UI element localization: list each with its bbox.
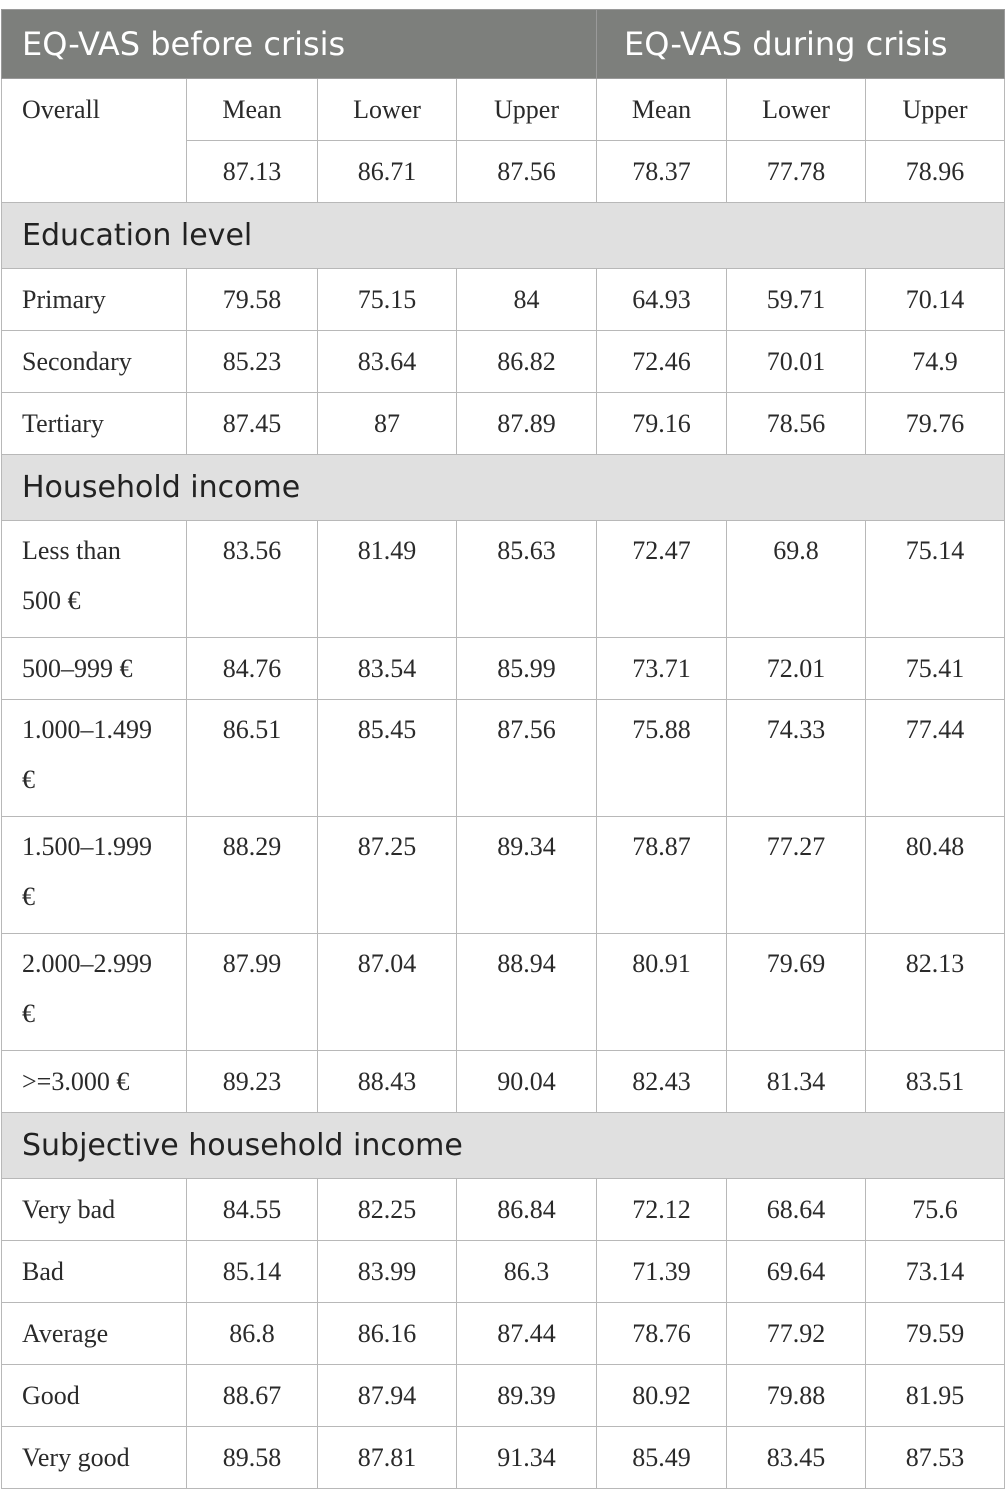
cell-lower-during: 68.64 [727, 1179, 866, 1241]
cell-upper-before: 87.56 [457, 700, 597, 817]
row-label [2, 1051, 187, 1113]
table-row [2, 521, 1005, 638]
table-row [2, 934, 1005, 1051]
section-title: Household income [2, 455, 1005, 521]
cell-upper-during: 87.53 [866, 1427, 1005, 1489]
cell-upper-during: 83.51 [866, 1051, 1005, 1113]
cell-lower-before: 83.64 [318, 331, 457, 393]
cell-mean-during: 75.88 [597, 700, 727, 817]
cell-mean-during: 80.91 [597, 934, 727, 1051]
overall-lower-during: 77.78 [727, 141, 866, 203]
overall-mean-during: 78.37 [597, 141, 727, 203]
table-row [2, 700, 1005, 817]
overall-label: Overall [2, 79, 187, 203]
row-label [2, 1241, 187, 1303]
cell-mean-before: 84.55 [187, 1179, 318, 1241]
header-during-crisis: EQ-VAS during crisis [597, 10, 1005, 79]
row-label [2, 521, 187, 638]
row-label [2, 1179, 187, 1241]
header-before-crisis: EQ-VAS before crisis [2, 10, 597, 79]
table-row [2, 1241, 1005, 1303]
table-row [2, 1427, 1005, 1489]
table-row [2, 1051, 1005, 1113]
row-label-line: Secondary [22, 347, 132, 376]
cell-mean-during: 85.49 [597, 1427, 727, 1489]
table-row [2, 269, 1005, 331]
cell-lower-before: 75.15 [318, 269, 457, 331]
cell-lower-during: 74.33 [727, 700, 866, 817]
cell-lower-during: 83.45 [727, 1427, 866, 1489]
cell-mean-during: 78.87 [597, 817, 727, 934]
cell-lower-before: 81.49 [318, 521, 457, 638]
row-label-line: € [22, 765, 35, 794]
cell-lower-during: 59.71 [727, 269, 866, 331]
row-label-line: € [22, 882, 35, 911]
cell-lower-during: 77.92 [727, 1303, 866, 1365]
cell-mean-before: 87.45 [187, 393, 318, 455]
row-label [2, 700, 187, 817]
cell-mean-during: 79.16 [597, 393, 727, 455]
col-upper-before: Upper [457, 79, 597, 141]
cell-mean-before: 79.58 [187, 269, 318, 331]
cell-lower-before: 86.16 [318, 1303, 457, 1365]
cell-lower-during: 72.01 [727, 638, 866, 700]
table-row [2, 817, 1005, 934]
col-lower-during: Lower [727, 79, 866, 141]
col-mean-before: Mean [187, 79, 318, 141]
row-label-line: 500 € [22, 586, 81, 615]
cell-mean-before: 89.23 [187, 1051, 318, 1113]
cell-upper-before: 86.3 [457, 1241, 597, 1303]
row-label-line: 1.000–1.499 [22, 715, 152, 744]
cell-lower-during: 79.88 [727, 1365, 866, 1427]
cell-upper-before: 90.04 [457, 1051, 597, 1113]
cell-upper-during: 79.59 [866, 1303, 1005, 1365]
row-label [2, 934, 187, 1051]
cell-lower-during: 69.64 [727, 1241, 866, 1303]
row-label-line: Very bad [22, 1195, 116, 1224]
row-label [2, 1303, 187, 1365]
section-header-row [2, 455, 1005, 521]
row-label-line: Less than [22, 536, 121, 565]
cell-mean-during: 72.47 [597, 521, 727, 638]
cell-upper-during: 73.14 [866, 1241, 1005, 1303]
cell-mean-during: 73.71 [597, 638, 727, 700]
cell-lower-during: 70.01 [727, 331, 866, 393]
row-label-line: Average [22, 1319, 109, 1348]
cell-lower-before: 85.45 [318, 700, 457, 817]
section-header-row [2, 203, 1005, 269]
cell-lower-before: 87.94 [318, 1365, 457, 1427]
cell-mean-before: 87.99 [187, 934, 318, 1051]
cell-mean-during: 72.46 [597, 331, 727, 393]
eq-vas-table [1, 9, 1005, 1489]
cell-lower-before: 83.99 [318, 1241, 457, 1303]
table-row [2, 1365, 1005, 1427]
row-label-line: Primary [22, 285, 106, 314]
cell-upper-before: 87.44 [457, 1303, 597, 1365]
row-label-line: 500–999 € [22, 654, 133, 683]
row-label-line: Tertiary [22, 409, 104, 438]
cell-upper-during: 77.44 [866, 700, 1005, 817]
cell-mean-during: 72.12 [597, 1179, 727, 1241]
overall-upper-before: 87.56 [457, 141, 597, 203]
cell-mean-before: 85.14 [187, 1241, 318, 1303]
row-label [2, 817, 187, 934]
table-row [2, 331, 1005, 393]
cell-upper-before: 86.84 [457, 1179, 597, 1241]
overall-mean-before: 87.13 [187, 141, 318, 203]
col-upper-during: Upper [866, 79, 1005, 141]
cell-lower-during: 79.69 [727, 934, 866, 1051]
row-label-line: Bad [22, 1257, 64, 1286]
row-label-line: Very good [22, 1443, 130, 1472]
cell-upper-before: 86.82 [457, 331, 597, 393]
col-lower-before: Lower [318, 79, 457, 141]
cell-mean-during: 80.92 [597, 1365, 727, 1427]
cell-lower-before: 87.04 [318, 934, 457, 1051]
cell-upper-during: 82.13 [866, 934, 1005, 1051]
row-label [2, 331, 187, 393]
cell-mean-before: 84.76 [187, 638, 318, 700]
cell-lower-before: 87 [318, 393, 457, 455]
cell-lower-before: 88.43 [318, 1051, 457, 1113]
cell-upper-during: 79.76 [866, 393, 1005, 455]
cell-lower-during: 81.34 [727, 1051, 866, 1113]
cell-mean-during: 71.39 [597, 1241, 727, 1303]
cell-lower-before: 82.25 [318, 1179, 457, 1241]
cell-upper-before: 84 [457, 269, 597, 331]
cell-mean-during: 78.76 [597, 1303, 727, 1365]
cell-upper-before: 88.94 [457, 934, 597, 1051]
table-row [2, 1303, 1005, 1365]
row-label [2, 269, 187, 331]
cell-upper-during: 75.41 [866, 638, 1005, 700]
col-mean-during: Mean [597, 79, 727, 141]
cell-mean-before: 88.29 [187, 817, 318, 934]
cell-lower-during: 69.8 [727, 521, 866, 638]
cell-lower-before: 83.54 [318, 638, 457, 700]
cell-mean-before: 86.51 [187, 700, 318, 817]
cell-lower-before: 87.81 [318, 1427, 457, 1489]
overall-lower-before: 86.71 [318, 141, 457, 203]
cell-mean-during: 82.43 [597, 1051, 727, 1113]
cell-upper-before: 85.99 [457, 638, 597, 700]
cell-mean-before: 88.67 [187, 1365, 318, 1427]
cell-lower-during: 78.56 [727, 393, 866, 455]
table-row [2, 638, 1005, 700]
cell-lower-during: 77.27 [727, 817, 866, 934]
cell-mean-before: 83.56 [187, 521, 318, 638]
overall-upper-during: 78.96 [866, 141, 1005, 203]
cell-lower-before: 87.25 [318, 817, 457, 934]
cell-upper-during: 80.48 [866, 817, 1005, 934]
row-label-line: 2.000–2.999 [22, 949, 152, 978]
cell-mean-before: 86.8 [187, 1303, 318, 1365]
table-row [2, 393, 1005, 455]
cell-upper-during: 75.6 [866, 1179, 1005, 1241]
cell-upper-during: 74.9 [866, 331, 1005, 393]
row-label-line: Good [22, 1381, 80, 1410]
cell-mean-before: 85.23 [187, 331, 318, 393]
row-label [2, 1365, 187, 1427]
cell-upper-before: 89.34 [457, 817, 597, 934]
section-title: Education level [2, 203, 1005, 269]
row-label [2, 638, 187, 700]
cell-upper-during: 70.14 [866, 269, 1005, 331]
row-label [2, 1427, 187, 1489]
table-row [2, 1179, 1005, 1241]
cell-upper-before: 91.34 [457, 1427, 597, 1489]
cell-mean-during: 64.93 [597, 269, 727, 331]
cell-mean-before: 89.58 [187, 1427, 318, 1489]
section-header-row [2, 1113, 1005, 1179]
overall-header-row [2, 79, 1005, 141]
cell-upper-before: 89.39 [457, 1365, 597, 1427]
row-label-line: € [22, 999, 35, 1028]
section-title: Subjective household income [2, 1113, 1005, 1179]
cell-upper-during: 81.95 [866, 1365, 1005, 1427]
cell-upper-before: 85.63 [457, 521, 597, 638]
row-label-line: 1.500–1.999 [22, 832, 152, 861]
row-label [2, 393, 187, 455]
cell-upper-before: 87.89 [457, 393, 597, 455]
cell-upper-during: 75.14 [866, 521, 1005, 638]
row-label-line: >=3.000 € [22, 1067, 130, 1096]
